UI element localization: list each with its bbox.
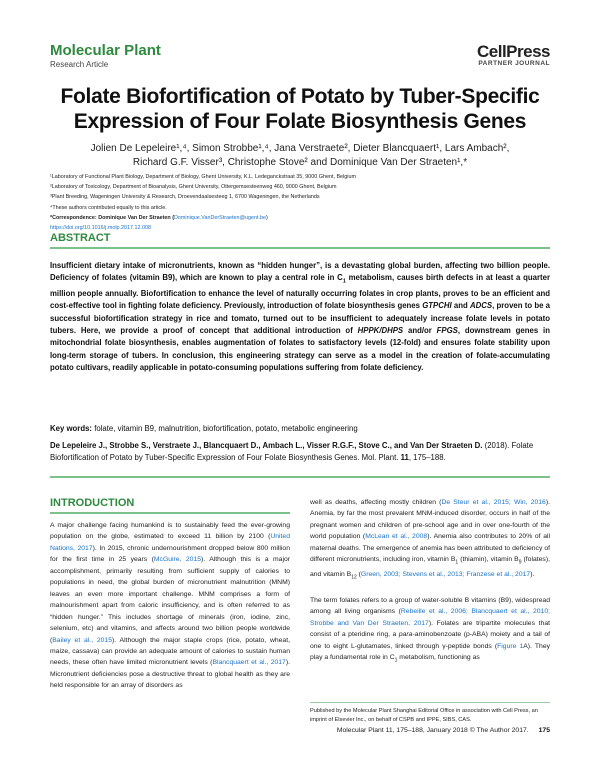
citation [50, 440, 550, 464]
affiliation-3: ³Plant Breeding, Wageningen University & Research, Droevendaalsesteeg 1, 6700 Wageningen, the Netherlands [50, 194, 320, 201]
intro-paragraph-anemia [310, 497, 550, 584]
gene-fpgs: FPGS [436, 326, 458, 336]
ref-united-nations[interactable]: United Nations, 2017 [50, 533, 290, 552]
intro-text-14: ). Folates are tripartite molecules that consist of a pteridine ring, a [310, 619, 550, 639]
abstract-part-4: , downstream genes in mitochondrial folate biosynthesis, enables augmentation of folates to satisfactory levels (12-fold) and ensures folate stability upon long-term storage of tubers. In conclusion, this engineering strategy can serve as a model in the creation of folate-accumulating potato cultivars, readily applicable in potato-consuming populations suffering from folate deficiency. [50, 326, 550, 372]
abstract-text [50, 260, 550, 374]
affiliation-2: ²Laboratory of Toxicology, Department of Bioanalysis, Ghent University, Ottergemsesteenweg 460, 9000 Ghent, Belgium [50, 184, 337, 191]
keywords-label: Key words: [50, 424, 93, 433]
cellpress-logo [477, 42, 550, 67]
citation-pages: , 175–188. [408, 453, 446, 462]
publisher-notice: Published by the Molecular Plant Shanghai Editorial Office in association with Cell Press, an imprint of Elsevier Inc., on behalf of CSPB and IPPE, SIBS, CAS. [310, 702, 550, 725]
author-line-1: Jolien De Lepeleire¹,⁴, Simon Strobbe¹,⁴, Jana Verstraete², Dieter Blancquaert¹, Lars Ambach², [90, 143, 510, 154]
intro-paragraph-folates [310, 595, 550, 667]
intro-header [50, 497, 290, 514]
sub-b1: 1 [455, 559, 459, 566]
citation-rest: (2018). Folate Biofortification of Potato by Tuber-Specific Expression of Four Folate Biosynthesis Genes. Mol. Plant. [50, 441, 534, 462]
affiliation-4: ⁴These authors contributed equally to this article. [50, 204, 167, 211]
intro-text-1: A major challenge facing humankind is to sustainably feed the ever-growing population on the globe, estimated to exceed 11 billion by 2100 ( [50, 522, 290, 541]
intro-right-column [310, 497, 550, 667]
article-type: Research Article [50, 60, 109, 69]
author-line-2: Richard G.F. Visser³, Christophe Stove² and Dominique Van Der Straeten¹,* [132, 156, 468, 168]
abstract-part-3: , proven to be a successful biofortification strategy in rice and tomato, turned out to be insufficient to adequately increase folate levels in potato tubers. Here, we provide a proof of concept that additional introduction of [50, 301, 550, 336]
section-rule-top [50, 476, 550, 478]
affiliations [50, 172, 550, 233]
correspondence-close: ) [266, 214, 268, 221]
keywords-text: folate, vitamin B9, malnutrition, biofortification, potato, metabolic engineering [92, 424, 358, 433]
intro-text-2: ). In 2015, chronic undernourishment dropped below 800 million for the first time in 25 years ( [50, 544, 290, 564]
intro-text-5: ). Micronutrient deficiencies pose a destructive threat to global health as they are held responsible for an array of disorders as [50, 659, 290, 690]
gene-hppk-dhps: HPPK/DHPS [357, 326, 404, 336]
intro-text-10: (folates), and vitamin B [310, 556, 550, 579]
ref-mcguire[interactable]: McGuire, 2015 [153, 556, 202, 564]
ref-bailey[interactable]: Bailey et al., 2015 [52, 636, 112, 644]
abstract-heading: ABSTRACT [50, 232, 111, 244]
abstract-and-2: and/or [403, 326, 437, 336]
abstract-and-1: and [451, 301, 471, 311]
intro-text-15: -aminobenzoate (p-ABA) moiety and a tail of one to eight L-glutamates, linked through γ-peptide bonds ( [310, 631, 550, 650]
intro-text-3: ). Although this is a major accomplishment, primarily resulting from sufficient supply of calories to populations in need, the global burden of micronutrient malnutrition (MNM) leaves an even more important challenge. MNM comprises a form of malnourishment apart from caloric insufficiency, and is often referred to as “hidden hunger.” This includes shortage of minerals (iron, iodine, zinc, selenium, etc) and vitamins, and affects around two billion people worldwide ( [50, 556, 291, 644]
intro-heading: INTRODUCTION [50, 497, 135, 509]
journal-name: Molecular Plant [50, 42, 161, 59]
abstract-part-2: metabolism, causes birth defects in at least a quarter million people annually. Biofortification to enhance the level of naturally occurring folates in crop plants, proves to be an efficient and cost-effective tool in fighting folate deficiency. Previously, introduction of folate biosynthesis genes [50, 273, 550, 311]
abstract-header [50, 232, 550, 249]
intro-text-12: ). [530, 571, 535, 579]
ref-de-steur[interactable]: De Steur et al., 2015; Win, 2016 [441, 499, 546, 506]
citation-authors: De Lepeleire J., Strobbe S., Verstraete J., Blancquaert D., Ambach L., Visser R.G.F., Stove C., and Van Der Straeten D. [50, 441, 483, 450]
abstract-part-1: Insufficient dietary intake of micronutrients, known as “hidden hunger”, is a devastating global burden, affecting two billion people. Deficiency of folates (vitamin B9), which are known to play a central role in [50, 261, 550, 283]
gene-gtpchi: GTPCHI [422, 301, 452, 311]
ref-green[interactable]: Green, 2003; Stevens et al., 2013; Franzese et al., 2017 [360, 571, 531, 579]
logo-main-text: CellPress [477, 42, 550, 61]
keywords [50, 423, 550, 435]
affiliation-1: ¹Laboratory of Functional Plant Biology, Department of Biology, Ghent University, K.L. Ledeganckstraat 35, 9000 Ghent, Belgium [50, 174, 356, 180]
ref-figure-1[interactable]: Figure 1 [497, 642, 524, 650]
intro-text-4: ). Although the major staple crops (rice, potato, wheat, maize, cassava) can provide an adequate amount of calories to sustain human needs, these often have limited micronutrient levels ( [50, 636, 290, 667]
article-title: Folate Biofortification of Potato by Tuber-Specific Expression of Four Folate Biosynthesis Genes [60, 85, 540, 133]
intro-text-6: well as deaths, affecting mostly children ( [310, 499, 442, 506]
abstract-c1-sub: 1 [342, 278, 346, 285]
ref-blancquaert-2017[interactable]: Blancquaert et al., 2017 [212, 659, 286, 667]
abstract-divider [50, 247, 550, 249]
citation-volume: 11 [400, 453, 409, 462]
intro-divider [50, 512, 290, 514]
page-number: 175 [538, 727, 550, 734]
correspondence [50, 213, 550, 223]
sub-b12: 12 [351, 574, 357, 581]
intro-left-column [50, 520, 290, 692]
intro-text-13: The term folates refers to a group of water-soluble B vitamins (B9), widespread among all living organisms ( [310, 596, 550, 616]
intro-text-17: metabolism, functioning as [397, 654, 480, 662]
ref-rebeille[interactable]: Rebeille et al., 2006; Blancquaert et al., 2010; Strobbe and Van Der Straeten, 2017 [310, 608, 550, 627]
logo-sub-text: PARTNER JOURNAL [478, 60, 550, 67]
intro-text-7: ). Anemia, by far the most prevalent MNM-induced disorder, occurs in half of the pregnant women and children of pre-school age and in over one-fourth of the world population ( [310, 499, 550, 541]
intro-text-8: ). Anemia also contributes to 20% of all maternal deaths. The emergence of anemia has been attributed to deficiency of different micronutrients, including iron, vitamin B [310, 533, 551, 564]
page-footer [337, 727, 550, 734]
intro-text-16: A). They play a fundamental role in C [310, 642, 551, 662]
sub-c1: 1 [394, 657, 398, 664]
correspondence-label: *Correspondence: Dominique Van Der Straeten ( [50, 214, 175, 221]
para-italic: para [398, 631, 413, 639]
citation-divider [50, 476, 550, 478]
ref-mclean[interactable]: McLean et al., 2008 [365, 533, 428, 541]
gene-adcs: ADCS [470, 301, 493, 311]
doi-link[interactable]: https://doi.org/10.1016/j.molp.2017.12.008 [50, 225, 151, 232]
author-list [50, 142, 550, 169]
correspondence-email-link[interactable]: Dominique.VanDerStraeten@ugent.be [174, 214, 266, 221]
abstract-c1: C [337, 273, 343, 283]
footer-text: Molecular Plant 11, 175–188, January 2018 © The Author 2017. [336, 727, 529, 734]
intro-text-9: (thiamin), vitamin B [458, 556, 519, 564]
sub-b9: 9 [518, 559, 522, 566]
intro-text-11: ( [356, 571, 361, 579]
